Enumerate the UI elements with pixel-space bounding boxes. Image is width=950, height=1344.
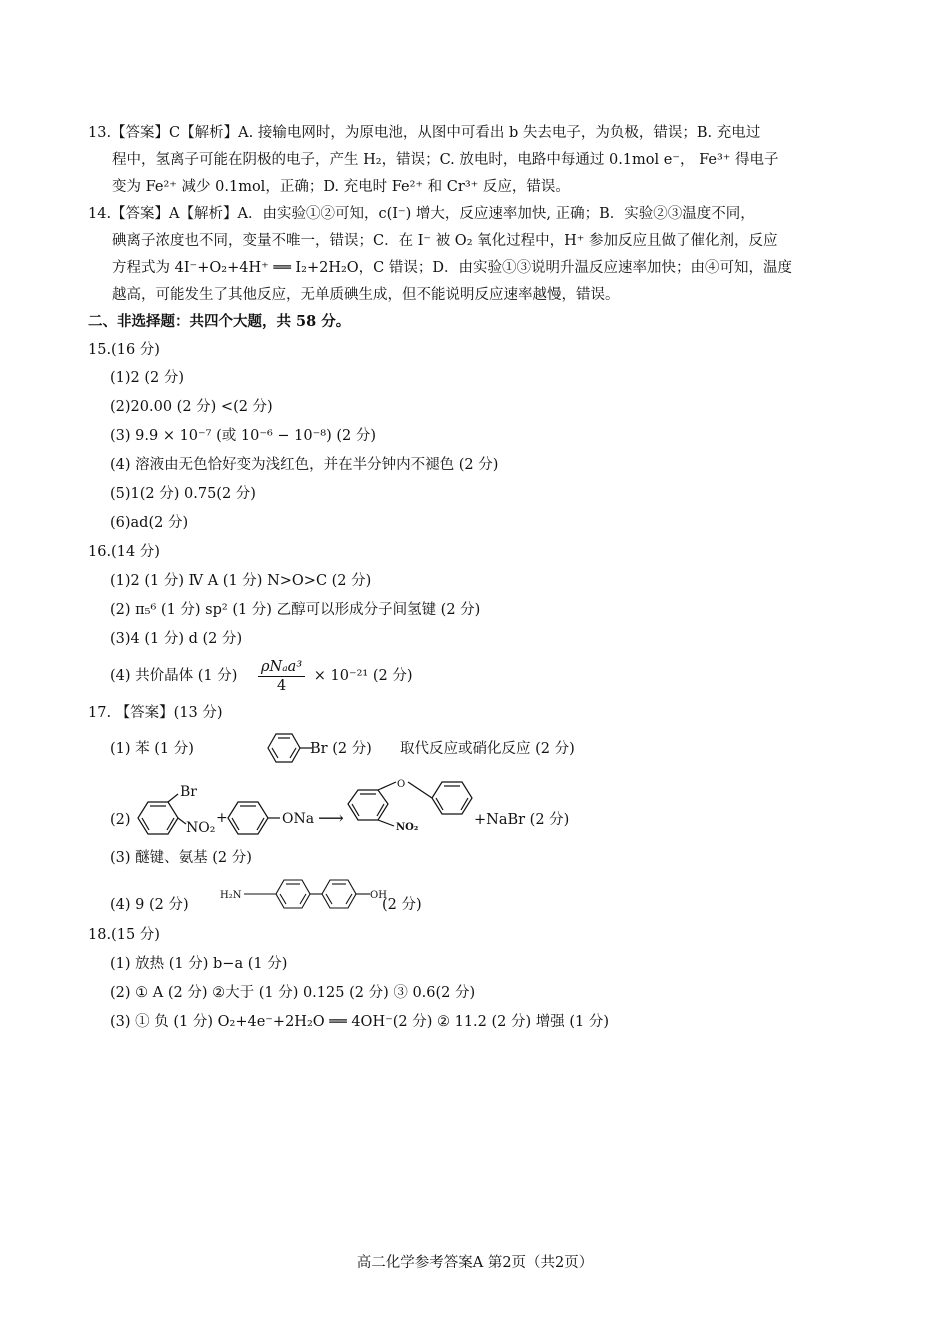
q14-line-3: 方程式为 4I⁻+O₂+4H⁺ ══ I₂+2H₂O，C 错误；D．由实验①③说明升温反应速率加快；由④可知，温度 — [112, 260, 793, 276]
q16-answer-4 — [110, 656, 413, 696]
aminobiphenylol-structure — [218, 874, 388, 914]
q15-header: 15.(16 分) — [88, 342, 160, 358]
q18-header: 18.(15 分) — [88, 927, 160, 943]
q15-answer-1: (1)2 (2 分) — [110, 370, 185, 386]
q17-header: 17. 【答案】(13 分) — [88, 705, 223, 721]
bromo-label: Br (2 分) — [310, 741, 372, 757]
reactant-br-label: Br — [180, 784, 197, 800]
reactant-no2-label: NO₂ — [186, 820, 216, 836]
q18-answer-1: (1) 放热 (1 分) b−a (1 分) — [110, 956, 288, 972]
hydroxyl-label: OH — [370, 890, 387, 901]
q15-answer-3: (3) 9.9 × 10⁻⁷ (或 10⁻⁶ − 10⁻⁸) (2 分) — [110, 428, 376, 444]
q16-answer-4-prefix: (4) 共价晶体 (1 分) — [110, 668, 238, 684]
q15-answer-2: (2)20.00 (2 分) <(2 分) — [110, 399, 273, 415]
q13-line-1: 13.【答案】C【解析】A. 接输电网时，为原电池，从图中可看出 b 失去电子，为负极，错误；B. 充电过 — [88, 125, 761, 141]
ona-label: ONa — [282, 811, 315, 827]
ether-o-label: O — [397, 779, 406, 790]
reaction-equation — [132, 774, 572, 844]
fraction-denominator: 4 — [276, 677, 287, 694]
benzene-ring-icon — [408, 782, 472, 814]
q18-answer-2: (2) ① A (2 分) ②大于 (1 分) 0.125 (2 分) ③ 0.6(2 分) — [110, 985, 476, 1001]
q16-answer-3: (3)4 (1 分) d (2 分) — [110, 631, 243, 647]
benzene-ring-icon — [138, 794, 186, 834]
amino-label: H₂N — [220, 890, 242, 901]
bromobenzene-structure — [256, 730, 316, 766]
q17-answer-4-prefix: (4) 9 (2 分) — [110, 897, 189, 913]
benzene-ring-icon — [268, 734, 312, 762]
q17-answer-2-suffix: +NaBr (2 分) — [474, 812, 570, 828]
q17-answer-1-suffix: 取代反应或硝化反应 (2 分) — [400, 741, 575, 757]
q17-answer-1-prefix: (1) 苯 (1 分) — [110, 741, 194, 757]
q16-answer-2: (2) π₅⁶ (1 分) sp² (1 分) 乙醇可以形成分子间氢键 (2 分) — [110, 602, 481, 618]
q13-line-2: 程中，氢离子可能在阴极的电子，产生 H₂，错误；C. 放电时，电路中每通过 0.1mol e⁻， Fe³⁺ 得电子 — [112, 152, 779, 168]
product-no2-label: NO₂ — [396, 822, 419, 833]
q18-answer-3: (3) ① 负 (1 分) O₂+4e⁻+2H₂O ══ 4OH⁻(2 分) ② 11.2 (2 分) 增强 (1 分) — [110, 1014, 610, 1030]
benzene-ring-icon — [228, 802, 280, 834]
q13-line-3: 变为 Fe²⁺ 减少 0.1mol，正确；D. 充电时 Fe²⁺ 和 Cr³⁺ 反应，错误。 — [112, 179, 570, 195]
page-footer: 高二化学参考答案A 第2页（共2页） — [356, 1255, 594, 1271]
section-title: 二、非选择题：共四个大题，共 58 分。 — [88, 313, 351, 330]
q14-line-4: 越高，可能发生了其他反应，无单质碘生成，但不能说明反应速率越慢，错误。 — [112, 287, 620, 303]
q16-answer-1: (1)2 (1 分) Ⅳ A (1 分) N>O>C (2 分) — [110, 573, 372, 589]
q17-answer-3: (3) 醚键、氨基 (2 分) — [110, 850, 252, 866]
q16-header: 16.(14 分) — [88, 544, 160, 560]
density-fraction — [258, 658, 305, 695]
q15-answer-6: (6)ad(2 分) — [110, 515, 189, 531]
q15-answer-5: (5)1(2 分) 0.75(2 分) — [110, 486, 256, 502]
q14-line-2: 碘离子浓度也不同，变量不唯一，错误；C．在 I⁻ 被 O₂ 氧化过程中，H⁺ 参加反应且做了催化剂，反应 — [112, 233, 778, 249]
benzene-ring-icon — [348, 782, 396, 826]
q15-answer-4: (4) 溶液由无色恰好变为浅红色，并在半分钟内不褪色 (2 分) — [110, 457, 499, 473]
reaction-arrow: ⟶ — [318, 808, 344, 829]
q14-line-1: 14.【答案】A【解析】A．由实验①②可知，c(I⁻) 增大，反应速率加快, 正确；B．实验②③温度不同， — [88, 206, 755, 222]
q17-answer-4-suffix: (2 分) — [382, 897, 422, 913]
q16-answer-4-suffix: × 10⁻²¹ (2 分) — [313, 668, 413, 684]
benzene-ring-icon — [322, 880, 356, 908]
plus-sign: + — [216, 810, 228, 826]
q17-answer-2-prefix: (2) — [110, 812, 131, 828]
benzene-ring-icon — [276, 880, 310, 908]
fraction-numerator: ρNₐa³ — [258, 658, 305, 677]
